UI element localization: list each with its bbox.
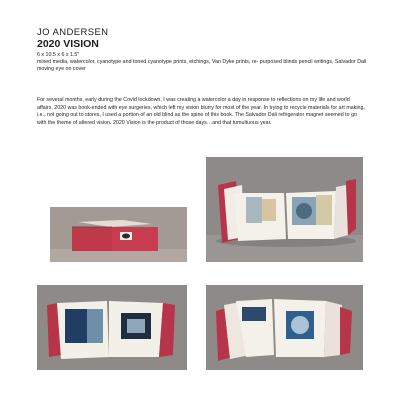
artist-name: JO ANDERSEN [37,27,109,38]
photo-closed-book-cover [50,207,187,262]
artist-statement: For several months, early during the Covid lockdown, I was creating a watercolor a day in response to reflections on my life and world affairs. 2020 was book-ended with eye surgeries, which left my vision blurry for most of the year. In trying to recycle materials for art making, i.e., not going out to stores, I used a portion of an old blind as the spine of this book. The Salvador Dali refrigerator magnet seemed to go with the theme of altered vision. 2020 Vision is the product of those days…and that tumultuous year. [37,97,365,126]
header [37,27,367,73]
closed-book-cover-image [50,207,187,262]
artwork-media: mixed media, watercolor, cyanotype and toned cyanotype prints, etchings, Van Dyke prints, re- purposed blinds pencil writings, Salvador Dali moving eye on cover [37,59,367,72]
open-book-fanned-pages-image [206,285,363,370]
open-book-spread-image [206,157,363,262]
photo-open-book-blue-prints [37,285,187,370]
photo-open-book-fanned-pages [206,285,363,370]
artwork-dimensions: 6 x 10.5 x 6 x 1.5" [37,52,80,58]
artwork-title: 2020 VISION [37,38,99,50]
open-book-blue-prints-image [37,285,187,370]
photo-open-book-spread [206,157,363,262]
